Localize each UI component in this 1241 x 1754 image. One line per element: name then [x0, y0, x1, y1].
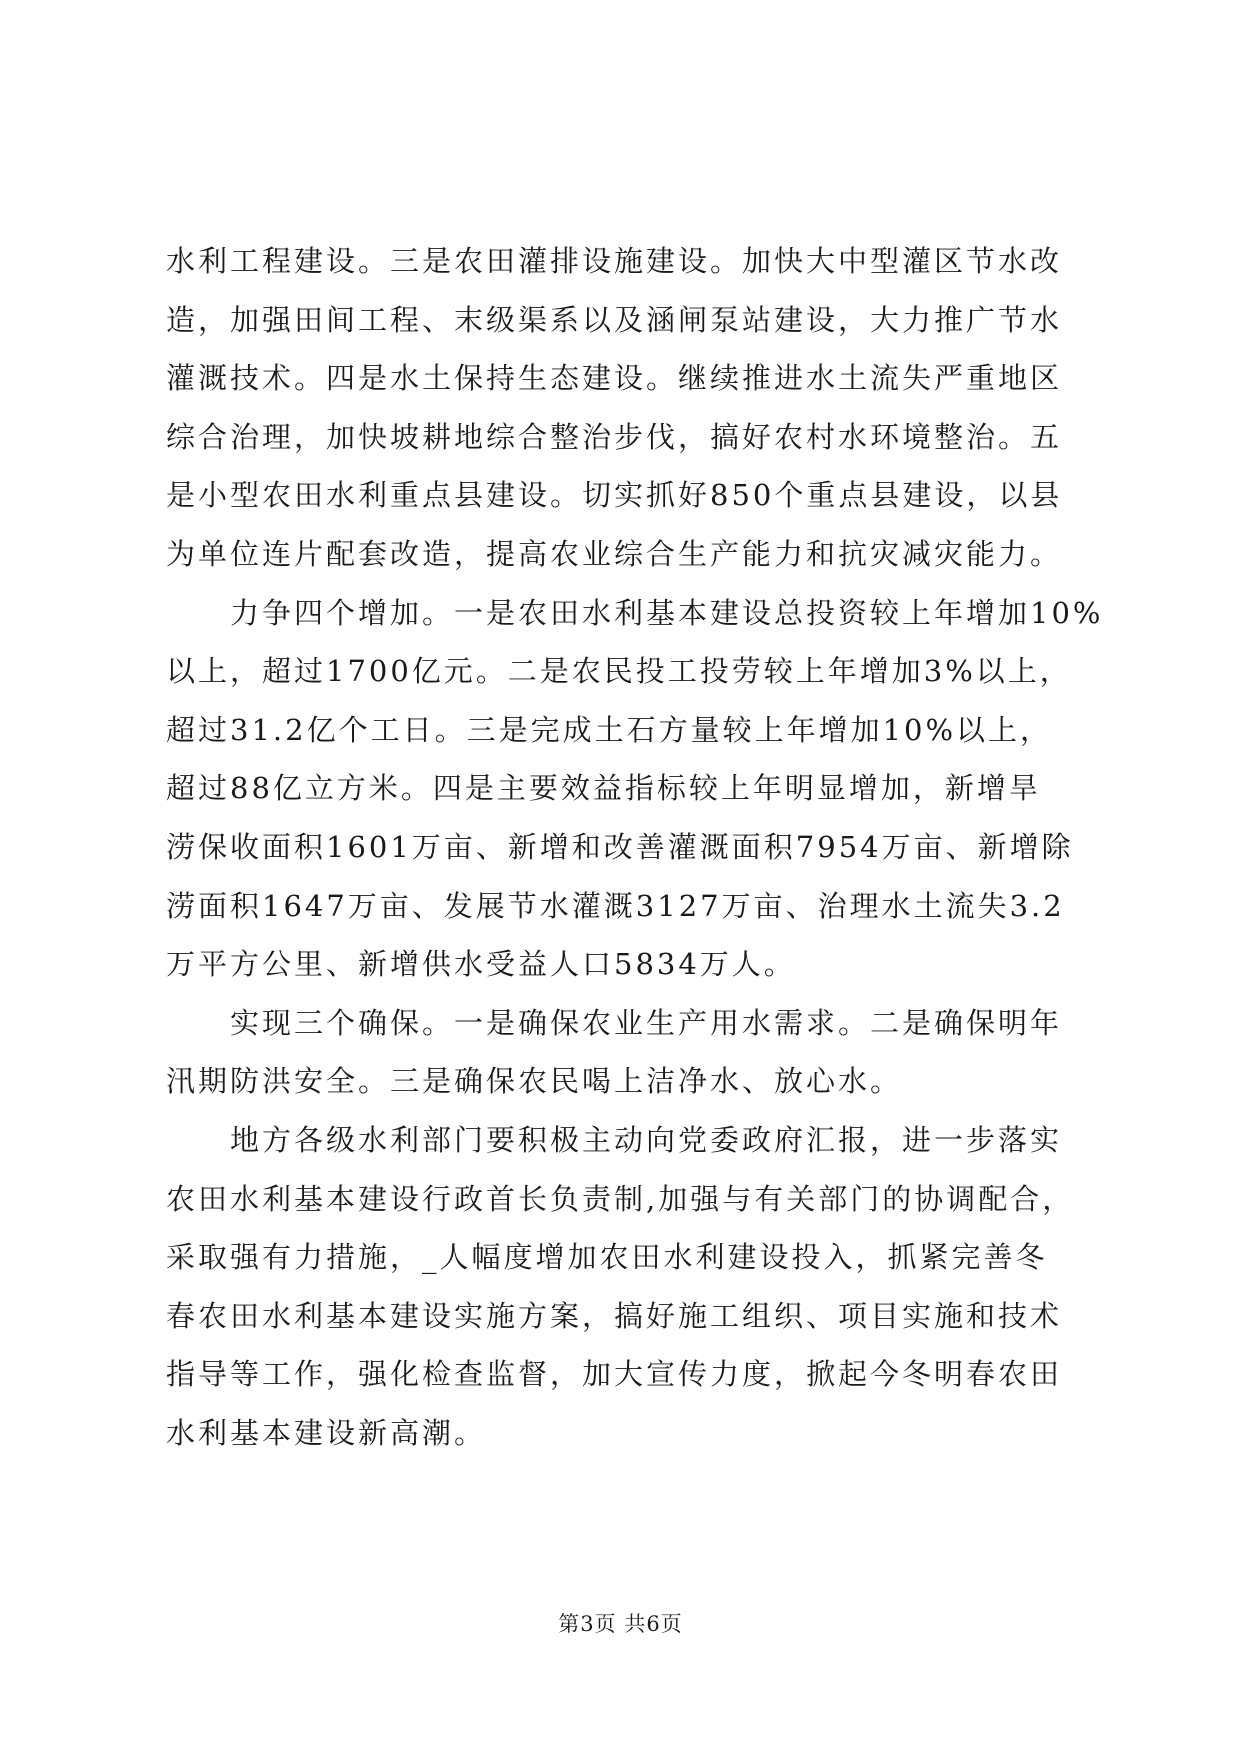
text-line: 综合治理，加快坡耕地综合整治步伐，搞好农村水环境整治。五 [166, 419, 1063, 454]
text-line: 力争四个增加。一是农田水利基本建设总投资较上年增加10% [230, 595, 1104, 630]
text-line: 是小型农田水利重点县建设。切实抓好850个重点县建设，以县 [166, 478, 1063, 513]
text-line: 涝保收面积1601万亩、新增和改善灌溉面积7954万亩、新增除 [166, 829, 1074, 864]
text-line: 水利基本建设新高潮。 [166, 1415, 487, 1450]
text-line: 超过88亿立方米。四是主要效益指标较上年明显增加，新增旱 [166, 771, 1041, 806]
text-line: 地方各级水利部门要积极主动向党委政府汇报，进一步落实 [230, 1122, 1063, 1157]
text-line: 汛期防洪安全。三是确保农民喝上洁净水、放心水。 [166, 1064, 903, 1099]
body-text [166, 232, 1104, 1462]
text-line: 实现三个确保。一是确保农业生产用水需求。二是确保明年 [230, 1005, 1063, 1040]
text-line: 水利工程建设。三是农田灌排设施建设。加快大中型灌区节水改 [166, 244, 1063, 278]
text-line: 超过31.2亿个工日。三是完成土石方量较上年增加10%以上， [166, 712, 1053, 747]
text-line: 涝面积1647万亩、发展节水灌溉3127万亩、治理水土流失3.2 [166, 888, 1065, 923]
text-line: 以上，超过1700亿元。二是农民投工投劳较上年增加3%以上， [166, 654, 1072, 689]
text-line: 灌溉技术。四是水土保持生态建设。继续推进水土流失严重地区 [166, 361, 1063, 396]
text-line: 造，加强田间工程、末级渠系以及涵闸泵站建设，大力推广节水 [166, 302, 1063, 337]
text-line: 农田水利基本建设行政首长负责制,加强与有关部门的协调配合， [166, 1181, 1075, 1216]
text-line: 指导等工作，强化检查监督，加大宣传力度，掀起今冬明春农田 [166, 1357, 1063, 1392]
text-line: 春农田水利基本建设实施方案，搞好施工组织、项目实施和技术 [166, 1298, 1063, 1333]
text-line: 万平方公里、新增供水受益人口5834万人。 [166, 947, 796, 982]
text-line: 为单位连片配套改造，提高农业综合生产能力和抗灾减灾能力。 [166, 536, 1063, 571]
page-footer: 第3页 共6页 [558, 1612, 683, 1636]
text-line: 采取强有力措施，_人幅度增加农田水利建设投入，抓紧完善冬 [166, 1240, 1048, 1275]
